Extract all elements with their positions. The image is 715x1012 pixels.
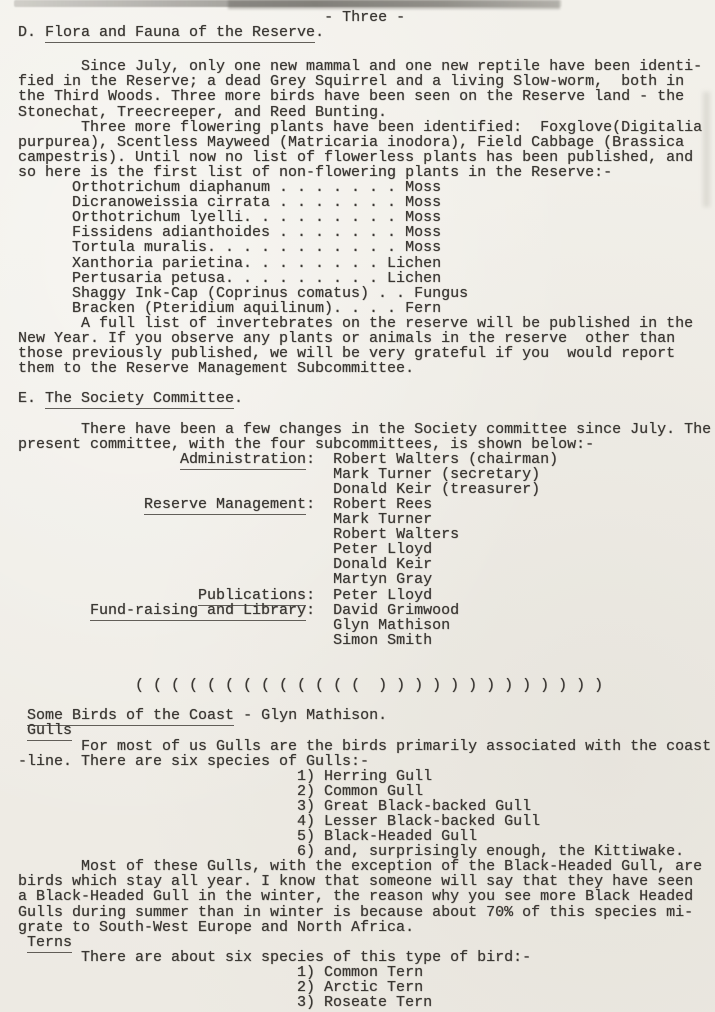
terns-subheading xyxy=(18,935,715,950)
blank-line xyxy=(18,648,715,663)
page-number-line xyxy=(18,10,715,25)
paragraph-text: -line. There are six species of Gulls:- xyxy=(18,752,370,770)
paragraph-line xyxy=(18,135,715,150)
committee-member: Robert Walters (chairman) xyxy=(333,450,559,468)
committee-member: Glyn Mathison xyxy=(333,616,451,634)
species-row xyxy=(18,195,715,210)
committee-member: Peter Lloyd xyxy=(333,541,433,559)
species-row xyxy=(18,301,715,316)
committee-row xyxy=(18,603,715,618)
paragraph-text: A full list of invertebrates on the reserve will be published in the xyxy=(18,314,694,332)
list-item-text: 1) Common Tern xyxy=(18,963,424,981)
paragraph-line xyxy=(18,59,715,74)
paragraph-line xyxy=(18,437,715,452)
committee-label: Administration xyxy=(180,450,307,468)
species-text: Orthotrichum diaphanum . . . . . . . Moss xyxy=(18,179,442,197)
paragraph-text: a Black-Headed Gull in the winter, the reason why you see more Black Headed xyxy=(18,888,694,906)
paragraph-line xyxy=(18,889,715,904)
committee-member: Robert Rees xyxy=(333,496,433,513)
list-item xyxy=(18,799,715,814)
scan-artifact-top-dark xyxy=(228,0,560,9)
divider-text: ( ( ( ( ( ( ( ( ( ( ( ( ( ) ) ) ) ) ) ) ) ) ) ) ) ) xyxy=(135,677,604,695)
subheading-title: Terns xyxy=(27,933,73,951)
paragraph-line xyxy=(18,950,715,965)
heading-author: - Glyn Mathison. xyxy=(234,707,388,725)
blank-line xyxy=(18,693,715,708)
committee-sep: : xyxy=(306,586,334,604)
list-item xyxy=(18,980,715,995)
species-row xyxy=(18,240,715,255)
committee-member: Martyn Gray xyxy=(333,571,433,589)
committee-sep: : xyxy=(306,496,334,513)
committee-row xyxy=(18,588,715,603)
paragraph-text: Three more flowering plants have been identified: Foxglove(Digitalia xyxy=(18,118,703,136)
list-item xyxy=(18,784,715,799)
paragraph-text: Most of these Gulls, with the exception of the Black-Headed Gull, are xyxy=(18,858,703,876)
paragraph-line xyxy=(18,754,715,769)
committee-row xyxy=(18,572,715,587)
list-item xyxy=(18,829,715,844)
list-item xyxy=(18,844,715,859)
paragraph-line xyxy=(18,422,715,437)
blank-line xyxy=(18,376,715,391)
heading-suffix: . xyxy=(234,390,244,408)
committee-row xyxy=(18,557,715,572)
species-text: Pertusaria petusa. . . . . . . . . Lichen xyxy=(18,269,442,287)
species-row xyxy=(18,271,715,286)
section-d-heading xyxy=(18,25,715,40)
paragraph-text: grate to South-West Europe and North Africa. xyxy=(18,918,415,936)
species-row xyxy=(18,225,715,240)
committee-member: David Grimwood xyxy=(333,601,460,619)
list-item xyxy=(18,965,715,980)
paragraph-line xyxy=(18,105,715,120)
committee-row xyxy=(18,542,715,557)
species-text: Tortula muralis. . . . . . . . . . . Moss xyxy=(18,239,442,257)
paragraph-line xyxy=(18,361,715,376)
species-text: Shaggy Ink-Cap (Coprinus comatus) . . Fungus xyxy=(18,284,469,302)
committee-row xyxy=(18,467,715,482)
committee-sep: : xyxy=(306,601,334,619)
committee-row xyxy=(18,497,715,512)
species-text: Dicranoweissia cirrata . . . . . . . Moss xyxy=(18,194,442,212)
paragraph-text: New Year. If you observe any plants or animals in the reserve other than xyxy=(18,329,676,347)
paragraph-text: purpurea), Scentless Mayweed (Matricaria inodora), Field Cabbage (Brassica xyxy=(18,133,685,151)
committee-member: Donald Keir xyxy=(333,556,433,574)
committee-row xyxy=(18,527,715,542)
committee-label: Publications xyxy=(198,586,307,604)
paragraph-text: so here is the first list of non-flowering plants in the Reserve:- xyxy=(18,163,613,181)
list-item-text: 3) Great Black-backed Gull xyxy=(18,797,532,815)
paragraph-line xyxy=(18,150,715,165)
committee-member: Robert Walters xyxy=(333,526,460,544)
paragraph-text: Since July, only one new mammal and one new reptile have been identi- xyxy=(18,58,703,76)
species-text: Fissidens adianthoides . . . . . . . Moss xyxy=(18,224,442,242)
paragraph-text: Gulls during summer than in winter is because about 70% of this species mi- xyxy=(18,903,694,921)
heading-title: The Society Committee xyxy=(45,390,235,408)
paragraph-text: Stonechat, Treecreeper, and Reed Bunting. xyxy=(18,103,388,121)
blank-line xyxy=(18,44,715,59)
committee-row xyxy=(18,452,715,467)
paragraph-text: them to the Reserve Management Subcommittee. xyxy=(18,360,415,378)
section-e-heading xyxy=(18,391,715,406)
paragraph-line xyxy=(18,120,715,135)
paragraph-line xyxy=(18,316,715,331)
committee-row xyxy=(18,482,715,497)
committee-sep: : xyxy=(306,450,334,468)
list-item-text: 2) Common Gull xyxy=(18,782,424,800)
paragraph-text: the Third Woods. Three more birds have been seen on the Reserve land - the xyxy=(18,88,685,106)
heading-title: Flora and Fauna of the Reserve xyxy=(45,24,316,42)
paragraph-line xyxy=(18,331,715,346)
species-row xyxy=(18,286,715,301)
paragraph-line xyxy=(18,859,715,874)
paragraph-line xyxy=(18,74,715,89)
paragraph-line xyxy=(18,165,715,180)
paragraph-text: campestris). Until now no list of flowerless plants has been published, and xyxy=(18,148,694,166)
paragraph-line xyxy=(18,920,715,935)
list-item-text: 6) and, surprisingly enough, the Kittiwake. xyxy=(18,843,685,861)
paragraph-text: For most of us Gulls are the birds primarily associated with the coast xyxy=(18,737,712,755)
committee-member: Peter Lloyd xyxy=(333,586,433,604)
committee-row xyxy=(18,633,715,648)
species-row xyxy=(18,256,715,271)
list-item xyxy=(18,814,715,829)
list-item xyxy=(18,995,715,1010)
list-item xyxy=(18,769,715,784)
paragraph-text: birds which stay all year. I know that someone will say that they have seen xyxy=(18,873,694,891)
paragraph-text: There have been a few changes in the Society committee since July. The xyxy=(18,420,712,438)
committee-member: Mark Turner (secretary) xyxy=(333,465,541,483)
heading-prefix: D. xyxy=(18,24,46,42)
subheading-title: Gulls xyxy=(27,722,73,740)
committee-row xyxy=(18,618,715,633)
paragraph-text: present committee, with the four subcommittees, is shown below:- xyxy=(18,435,595,453)
heading-title: Some Birds of the Coast xyxy=(27,707,235,725)
paragraph-text: those previously published, we will be very grateful if you would report xyxy=(18,345,676,363)
blank-line xyxy=(18,663,715,678)
committee-member: Mark Turner xyxy=(333,511,433,529)
heading-suffix: . xyxy=(315,24,325,42)
list-item-text: 1) Herring Gull xyxy=(18,767,433,785)
list-item-text: 2) Arctic Tern xyxy=(18,979,424,996)
paragraph-line xyxy=(18,89,715,104)
species-text: Xanthoria parietina. . . . . . . . Lichen xyxy=(18,254,442,272)
list-item-text: 3) Roseate Tern xyxy=(18,994,433,1012)
list-item-text: 5) Black-Headed Gull xyxy=(18,828,478,846)
paragraph-line xyxy=(18,346,715,361)
paragraph-text: fied in the Reserve; a dead Grey Squirrel and a living Slow-worm, both in xyxy=(18,73,685,91)
divider-pad xyxy=(18,677,135,694)
heading-prefix: E. xyxy=(18,390,46,408)
species-text: Bracken (Pteridium aquilinum). . . . Fern xyxy=(18,299,442,317)
paragraph-line xyxy=(18,739,715,754)
paragraph-line xyxy=(18,874,715,889)
parenthesis-divider xyxy=(18,678,715,693)
birds-article-heading xyxy=(18,708,715,723)
paragraph-text: There are about six species of this type of bird:- xyxy=(18,948,532,966)
list-item-text: 4) Lesser Black-backed Gull xyxy=(18,812,541,830)
committee-label: Fund-raising and Library xyxy=(90,601,307,619)
committee-member: Simon Smith xyxy=(333,631,433,649)
species-row xyxy=(18,180,715,195)
committee-pad xyxy=(18,632,333,649)
page-number: - Three - xyxy=(324,9,406,26)
species-text: Orthotrichum lyelli. . . . . . . . . Moss xyxy=(18,209,442,227)
species-row xyxy=(18,210,715,225)
page-text xyxy=(18,10,715,1010)
committee-label: Reserve Management xyxy=(144,496,307,513)
committee-row xyxy=(18,512,715,527)
paragraph-line xyxy=(18,905,715,920)
committee-member: Donald Keir (treasurer) xyxy=(333,480,541,498)
